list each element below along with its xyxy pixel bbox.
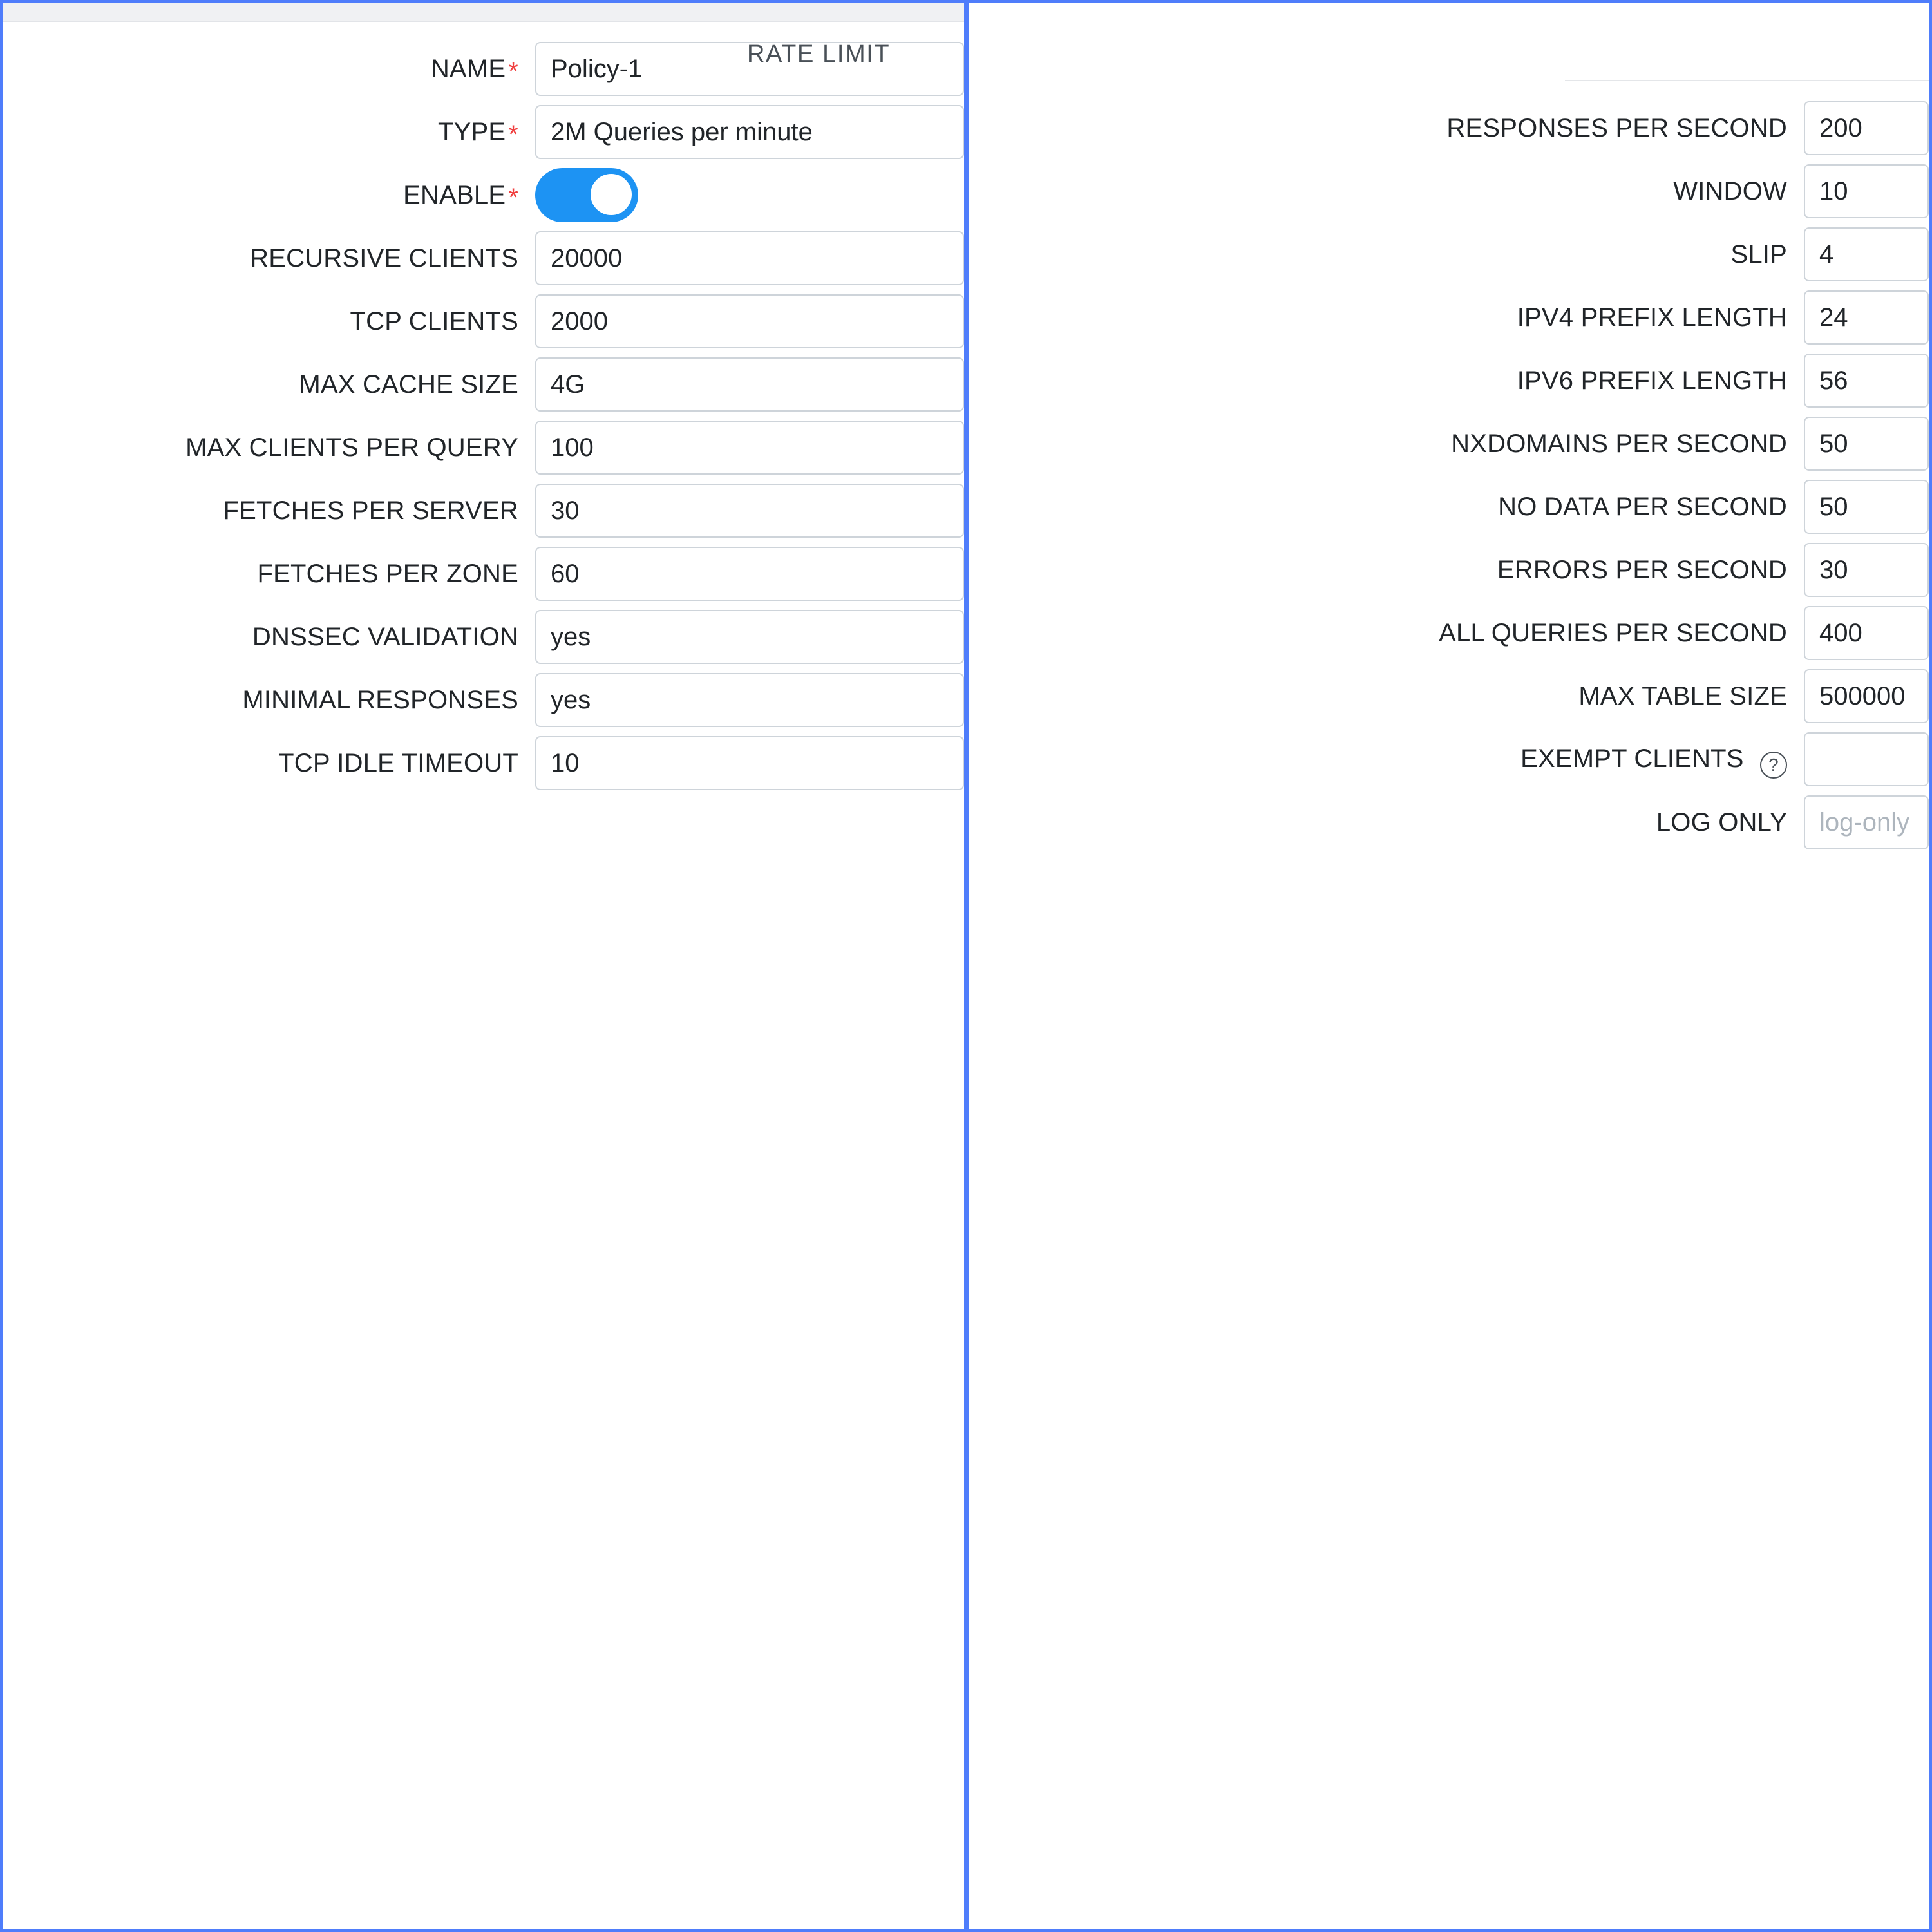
form-row-type bbox=[3, 100, 964, 164]
input-responses-per-second-value: 200 bbox=[1819, 113, 1862, 142]
input-ipv6-prefix-length-value: 56 bbox=[1819, 366, 1848, 395]
label-responses-per-second: RESPONSES PER SECOND bbox=[1446, 113, 1787, 142]
label-ipv6-prefix-length: IPV6 PREFIX LENGTH bbox=[1517, 366, 1787, 395]
input-name-value: Policy-1 bbox=[551, 54, 643, 83]
label-name bbox=[3, 55, 535, 84]
select-log-only[interactable] bbox=[1804, 795, 1929, 849]
input-max-clients-per-query[interactable] bbox=[535, 421, 964, 475]
label-slip: SLIP bbox=[1730, 240, 1787, 269]
label-max-table-size: MAX TABLE SIZE bbox=[1578, 681, 1787, 710]
form-row-errors-per-second bbox=[969, 538, 1929, 601]
form-row-tcp-idle-timeout bbox=[3, 732, 964, 795]
select-dnssec-validation[interactable] bbox=[535, 610, 964, 664]
form-row-minimal-responses bbox=[3, 668, 964, 732]
label-exempt-clients bbox=[969, 744, 1804, 775]
form-row-slip bbox=[969, 223, 1929, 286]
form-row-max-cache-size bbox=[3, 353, 964, 416]
form-row-ipv4-prefix-length bbox=[969, 286, 1929, 349]
input-fetches-per-server[interactable] bbox=[535, 484, 964, 538]
select-type[interactable] bbox=[535, 105, 964, 159]
label-errors-per-second: ERRORS PER SECOND bbox=[1497, 555, 1787, 584]
label-tcp-clients: TCP CLIENTS bbox=[350, 307, 518, 336]
input-slip[interactable] bbox=[1804, 227, 1929, 281]
input-fetches-per-server-value: 30 bbox=[551, 496, 580, 525]
form-row-exempt-clients bbox=[969, 728, 1929, 791]
form-row-all-queries-per-second bbox=[969, 601, 1929, 665]
form-row-nxdomains-per-second bbox=[969, 412, 1929, 475]
label-no-data-per-second: NO DATA PER SECOND bbox=[1498, 492, 1787, 521]
label-minimal-responses: MINIMAL RESPONSES bbox=[242, 685, 518, 714]
form-row-dnssec-validation bbox=[3, 605, 964, 668]
required-asterisk: * bbox=[508, 120, 518, 149]
section-rate-limit bbox=[747, 41, 1929, 81]
label-enable-text: ENABLE bbox=[403, 180, 506, 209]
toggle-enable[interactable] bbox=[535, 168, 638, 222]
input-no-data-per-second-value: 50 bbox=[1819, 492, 1848, 521]
input-no-data-per-second[interactable] bbox=[1804, 480, 1929, 534]
select-dnssec-validation-value: yes bbox=[551, 622, 591, 651]
input-all-queries-per-second[interactable] bbox=[1804, 606, 1929, 660]
input-window-value: 10 bbox=[1819, 176, 1848, 205]
label-max-cache-size: MAX CACHE SIZE bbox=[299, 370, 518, 399]
input-all-queries-per-second-value: 400 bbox=[1819, 618, 1862, 647]
input-ipv4-prefix-length-value: 24 bbox=[1819, 303, 1848, 332]
input-max-cache-size-value: 4G bbox=[551, 370, 585, 399]
right-form-panel bbox=[747, 0, 1932, 1932]
label-nxdomains-per-second: NXDOMAINS PER SECOND bbox=[1451, 429, 1787, 458]
label-fetches-per-zone: FETCHES PER ZONE bbox=[257, 559, 518, 588]
select-minimal-responses[interactable] bbox=[535, 673, 964, 727]
input-errors-per-second-value: 30 bbox=[1819, 555, 1848, 584]
select-minimal-responses-value: yes bbox=[551, 685, 591, 714]
input-ipv4-prefix-length[interactable] bbox=[1804, 290, 1929, 345]
form-row-fetches-per-server bbox=[3, 479, 964, 542]
input-window[interactable] bbox=[1804, 164, 1929, 218]
form-row-responses-per-second bbox=[969, 97, 1929, 160]
input-slip-value: 4 bbox=[1819, 240, 1834, 269]
label-max-clients-per-query: MAX CLIENTS PER QUERY bbox=[185, 433, 518, 462]
general-settings-form bbox=[3, 22, 964, 795]
label-all-queries-per-second: ALL QUERIES PER SECOND bbox=[1439, 618, 1787, 647]
input-max-clients-per-query-value: 100 bbox=[551, 433, 594, 462]
label-window: WINDOW bbox=[1673, 176, 1787, 205]
panel-title-strip bbox=[3, 3, 964, 22]
section-title-rate-limit: RATE LIMIT bbox=[747, 41, 891, 68]
form-row-recursive-clients bbox=[3, 227, 964, 290]
input-nxdomains-per-second-value: 50 bbox=[1819, 429, 1848, 458]
rate-limit-form bbox=[969, 81, 1929, 854]
form-row-max-table-size bbox=[969, 665, 1929, 728]
label-recursive-clients: RECURSIVE CLIENTS bbox=[250, 243, 518, 272]
label-log-only: LOG ONLY bbox=[1656, 808, 1787, 837]
input-tcp-clients[interactable] bbox=[535, 294, 964, 348]
label-ipv4-prefix-length: IPV4 PREFIX LENGTH bbox=[1517, 303, 1787, 332]
input-exempt-clients[interactable] bbox=[1804, 732, 1929, 786]
input-ipv6-prefix-length[interactable] bbox=[1804, 354, 1929, 408]
input-recursive-clients-value: 20000 bbox=[551, 243, 623, 272]
input-tcp-idle-timeout-value: 10 bbox=[551, 748, 580, 777]
form-row-enable bbox=[3, 164, 964, 227]
label-name-text: NAME bbox=[430, 54, 506, 83]
toggle-knob bbox=[591, 174, 632, 215]
select-type-value: 2M Queries per minute bbox=[551, 117, 813, 146]
input-fetches-per-zone-value: 60 bbox=[551, 559, 580, 588]
label-exempt-clients-text: EXEMPT CLIENTS bbox=[1520, 744, 1744, 773]
form-row-tcp-clients bbox=[3, 290, 964, 353]
label-tcp-idle-timeout: TCP IDLE TIMEOUT bbox=[278, 748, 518, 777]
label-type bbox=[3, 118, 535, 147]
input-errors-per-second[interactable] bbox=[1804, 543, 1929, 597]
input-fetches-per-zone[interactable] bbox=[535, 547, 964, 601]
help-circle-icon[interactable]: ? bbox=[1760, 752, 1787, 779]
form-row-log-only bbox=[969, 791, 1929, 854]
select-log-only-placeholder: log-only bbox=[1819, 808, 1910, 837]
input-tcp-idle-timeout[interactable] bbox=[535, 736, 964, 790]
input-max-table-size-value: 500000 bbox=[1819, 681, 1906, 710]
form-row-window bbox=[969, 160, 1929, 223]
form-row-no-data-per-second bbox=[969, 475, 1929, 538]
input-responses-per-second[interactable] bbox=[1804, 101, 1929, 155]
input-max-table-size[interactable] bbox=[1804, 669, 1929, 723]
input-tcp-clients-value: 2000 bbox=[551, 307, 608, 336]
form-row-fetches-per-zone bbox=[3, 542, 964, 605]
input-max-cache-size[interactable] bbox=[535, 357, 964, 412]
required-asterisk: * bbox=[508, 57, 518, 86]
input-recursive-clients[interactable] bbox=[535, 231, 964, 285]
label-fetches-per-server: FETCHES PER SERVER bbox=[223, 496, 518, 525]
label-type-text: TYPE bbox=[437, 117, 506, 146]
label-dnssec-validation: DNSSEC VALIDATION bbox=[252, 622, 518, 651]
form-row-ipv6-prefix-length bbox=[969, 349, 1929, 412]
form-row-max-clients-per-query bbox=[3, 416, 964, 479]
input-nxdomains-per-second[interactable] bbox=[1804, 417, 1929, 471]
required-asterisk: * bbox=[508, 183, 518, 212]
label-enable bbox=[3, 181, 535, 210]
